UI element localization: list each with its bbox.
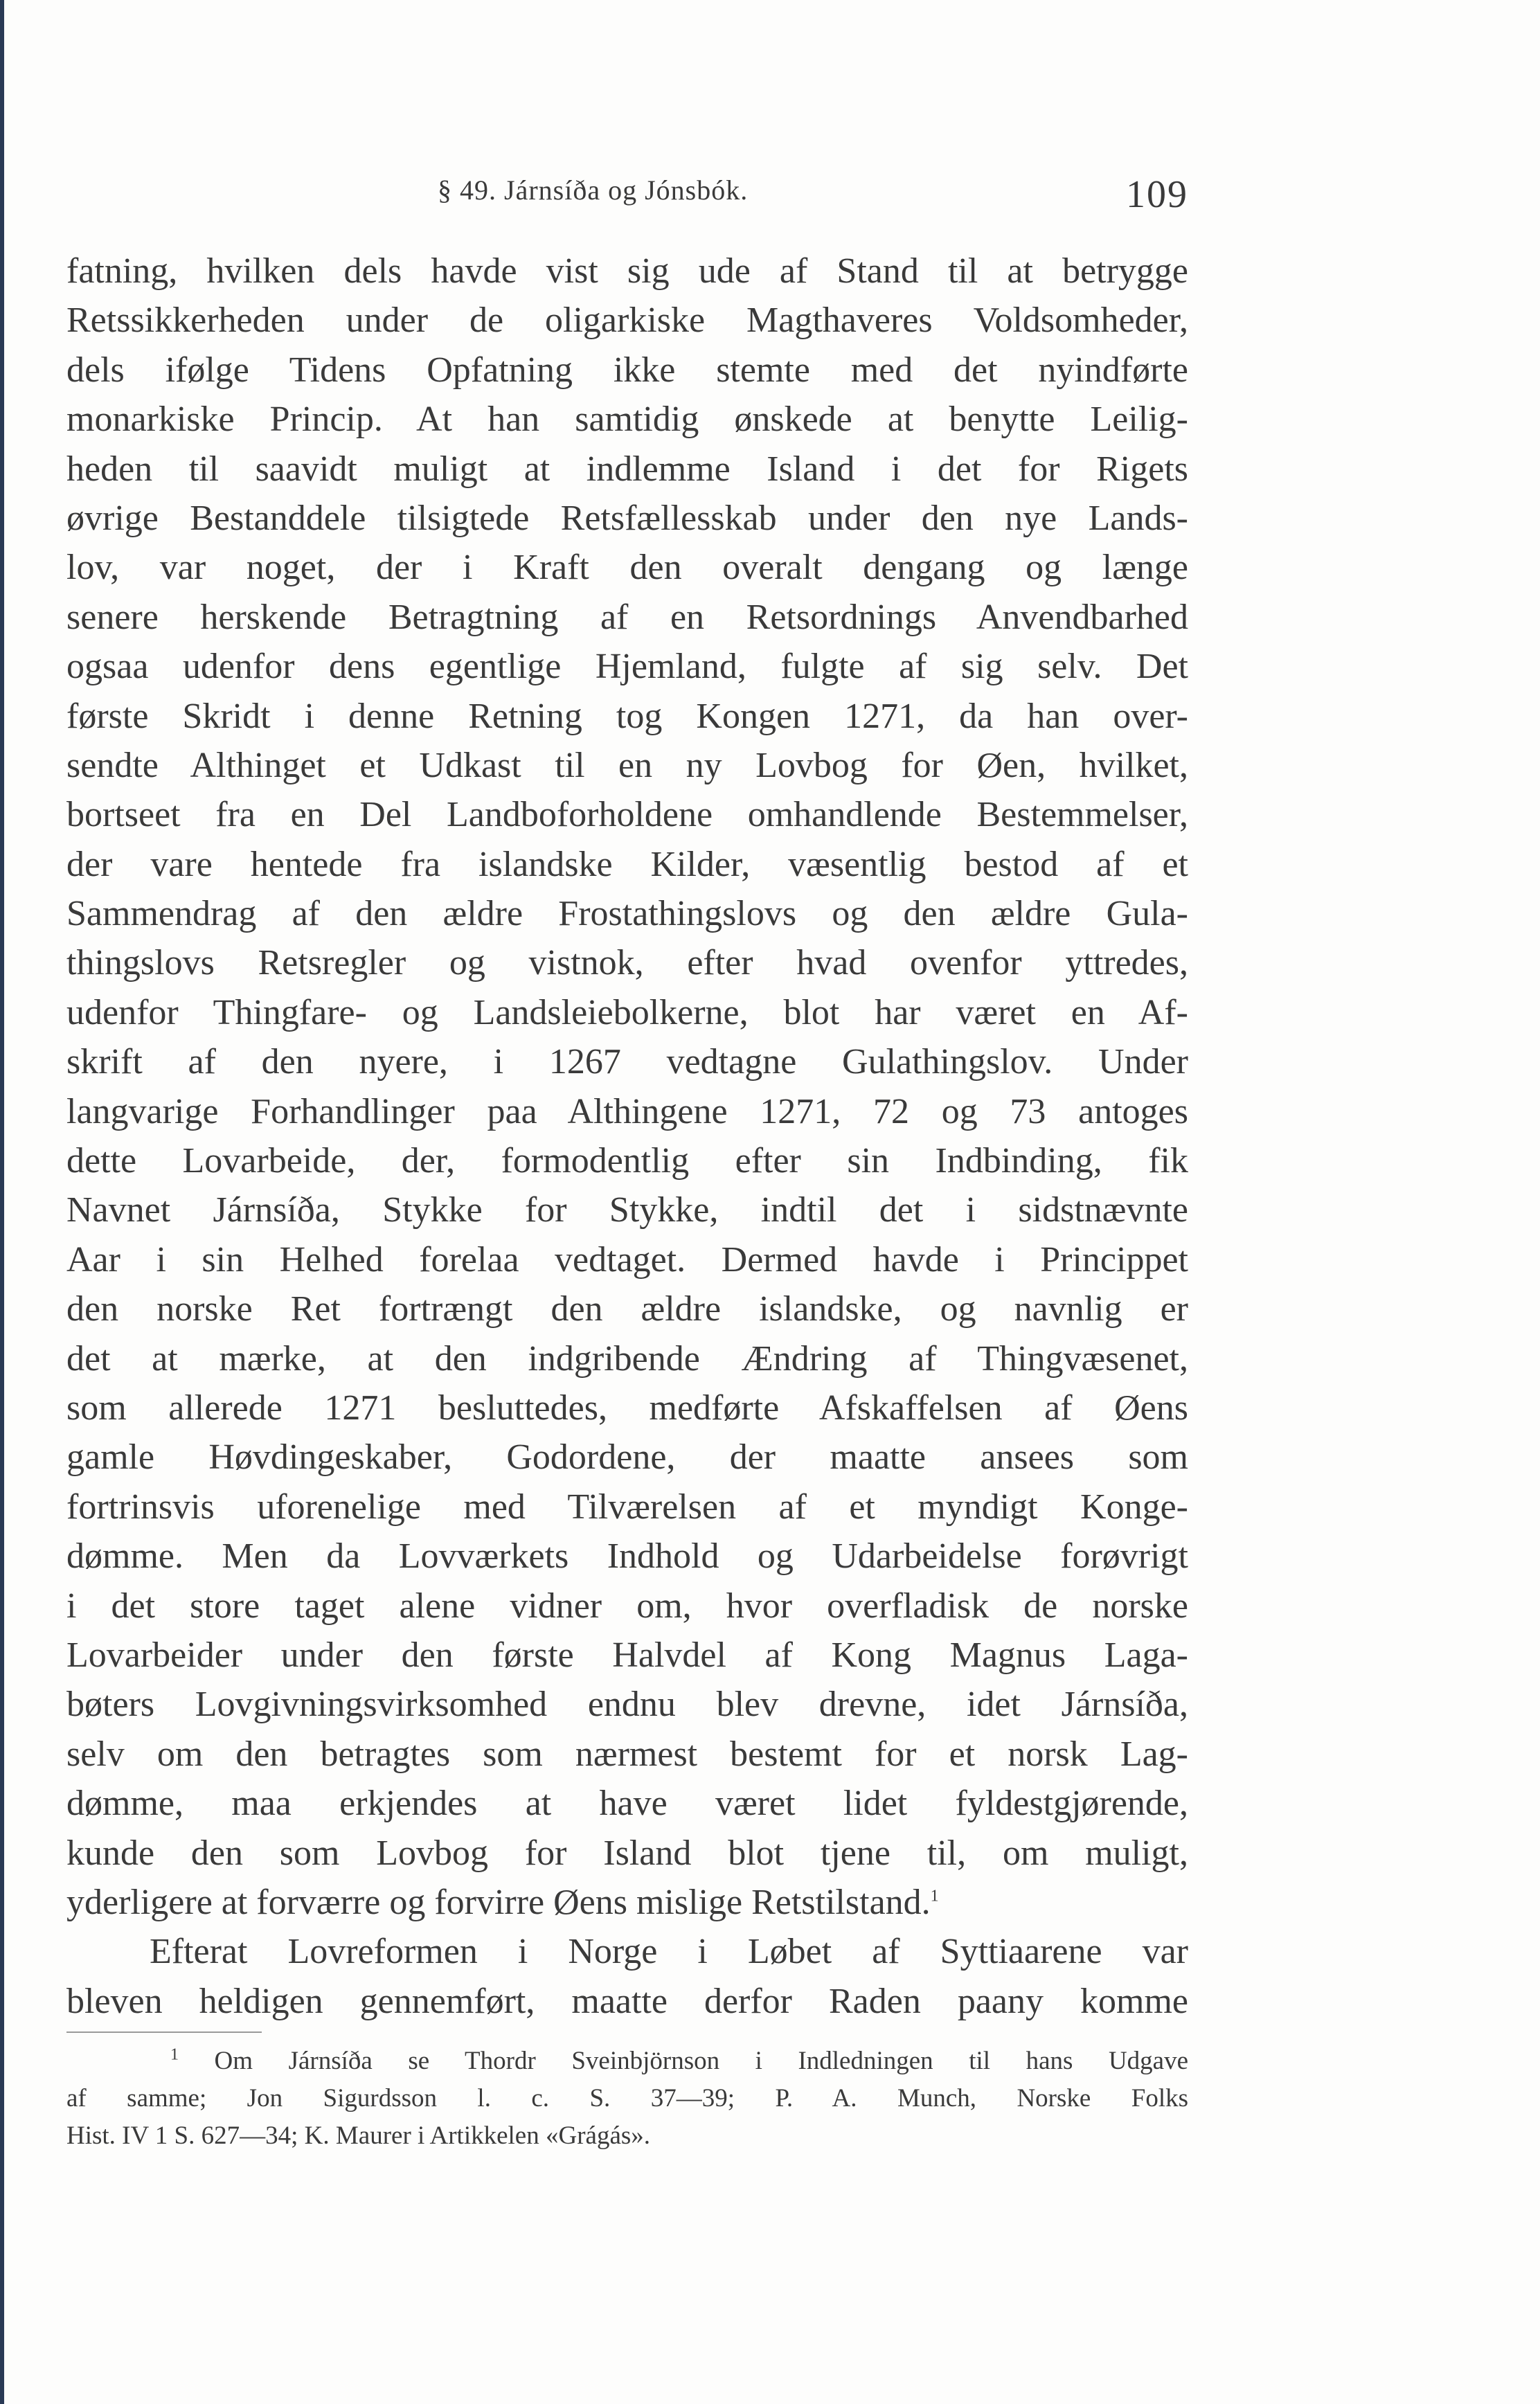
text-line: første Skridt i denne Retning tog Kongen 1271, da han over- [66, 696, 1188, 736]
text-line: fortrinsvis uforenelige med Tilværelsen af et myndigt Konge- [66, 1487, 1188, 1527]
footnote-reference: 1 [930, 1887, 939, 1905]
footnotes [66, 2043, 1188, 2155]
footnote-marker: 1 [170, 2045, 179, 2064]
text-line: den norske Ret fortrængt den ældre islandske, og navnlig er [66, 1289, 1188, 1329]
text-line: Retssikkerheden under de oligarkiske Magthaveres Voldsomheder, [66, 300, 1188, 341]
text-line: monarkiske Princip. At han samtidig ønskede at benytte Leilig- [66, 400, 1188, 440]
text-line: langvarige Forhandlinger paa Althingene 1271, 72 og 73 antoges [66, 1091, 1188, 1131]
text-line: dette Lovarbeide, der, formodentlig efter sin Indbinding, fik [66, 1141, 1188, 1181]
text-line: lov, var noget, der i Kraft den overalt dengang og længe [66, 548, 1188, 588]
text-line: dømme, maa erkjendes at have været lidet fyldestgjørende, [66, 1784, 1188, 1824]
text-line: øvrige Bestanddele tilsigtede Retsfællesskab under den nye Lands- [66, 498, 1188, 538]
running-head-title: § 49. Járnsíða og Jónsbók. [438, 174, 749, 206]
text-line-paragraph-start: Efterat Lovreformen i Norge i Løbet af Syttiaarene var [150, 1932, 1188, 1972]
text-line: i det store taget alene vidner om, hvor overfladisk de norske [66, 1586, 1188, 1626]
body-text [66, 246, 1188, 2026]
text-line: som allerede 1271 besluttedes, medførte Afskaffelsen af Øens [66, 1388, 1188, 1428]
text-line: Lovarbeider under den første Halvdel af Kong Magnus Laga- [66, 1635, 1188, 1675]
footnote-line-content: Om Járnsíða se Thordr Sveinbjörnson i Indledningen til hans Udgave [214, 2047, 1188, 2075]
text-line: skrift af den nyere, i 1267 vedtagne Gulathingslov. Under [66, 1042, 1188, 1082]
text-line: der vare hentede fra islandske Kilder, væsentlig bestod af et [66, 844, 1188, 884]
footnote-separator [66, 2031, 262, 2033]
text-line: udenfor Thingfare- og Landsleiebolkerne, blot har været en Af- [66, 992, 1188, 1032]
footnote-line: af samme; Jon Sigurdsson l. c. S. 37—39; P. A. Munch, Norske Folks [66, 2084, 1188, 2113]
text-line: Sammendrag af den ældre Frostathingslovs og den ældre Gula- [66, 894, 1188, 934]
text-line: dømme. Men da Lovværkets Indhold og Udarbeidelse forøvrigt [66, 1536, 1188, 1577]
text-line: gamle Høvdingeskaber, Godordene, der maatte ansees som [66, 1437, 1188, 1478]
text-line: selv om den betragtes som nærmest bestemt for et norsk Lag- [66, 1734, 1188, 1774]
text-line: Navnet Járnsíða, Stykke for Stykke, indtil det i sidstnævnte [66, 1190, 1188, 1230]
text-line: fatning, hvilken dels havde vist sig ude af Stand til at betrygge [66, 251, 1188, 291]
text-line: kunde den som Lovbog for Island blot tjene til, om muligt, [66, 1833, 1188, 1873]
text-line-paragraph-end [66, 1878, 1188, 1927]
text-line: bleven heldigen gennemført, maatte derfor Raden paany komme [66, 1981, 1188, 2021]
text-line: dels ifølge Tidens Opfatning ikke stemte med det nyindførte [66, 350, 1188, 390]
text-line-content: yderligere at forværre og forvirre Øens mislige Retstilstand. [66, 1882, 931, 1922]
text-line: senere herskende Betragtning af en Retsordnings Anvendbarhed [66, 597, 1188, 637]
scan-edge [0, 0, 4, 2404]
text-line: det at mærke, at den indgribende Ændring af Thingvæsenet, [66, 1338, 1188, 1379]
page-number: 109 [1126, 173, 1188, 216]
footnote-line: Hist. IV 1 S. 627—34; K. Maurer i Artikkelen «Grágás». [66, 2122, 651, 2150]
text-line: bøters Lovgivningsvirksomhed endnu blev drevne, idet Járnsíða, [66, 1685, 1188, 1725]
text-line: bortseet fra en Del Landboforholdene omhandlende Bestemmelser, [66, 795, 1188, 835]
text-line: sendte Althinget et Udkast til en ny Lovbog for Øen, hvilket, [66, 745, 1188, 785]
text-line: Aar i sin Helhed forelaa vedtaget. Dermed havde i Princippet [66, 1239, 1188, 1280]
text-line: heden til saavidt muligt at indlemme Island i det for Rigets [66, 449, 1188, 489]
footnote-line [66, 2043, 1188, 2080]
text-line: ogsaa udenfor dens egentlige Hjemland, fulgte af sig selv. Det [66, 647, 1188, 687]
text-line: thingslovs Retsregler og vistnok, efter hvad ovenfor yttredes, [66, 943, 1188, 983]
running-head [66, 166, 1188, 215]
